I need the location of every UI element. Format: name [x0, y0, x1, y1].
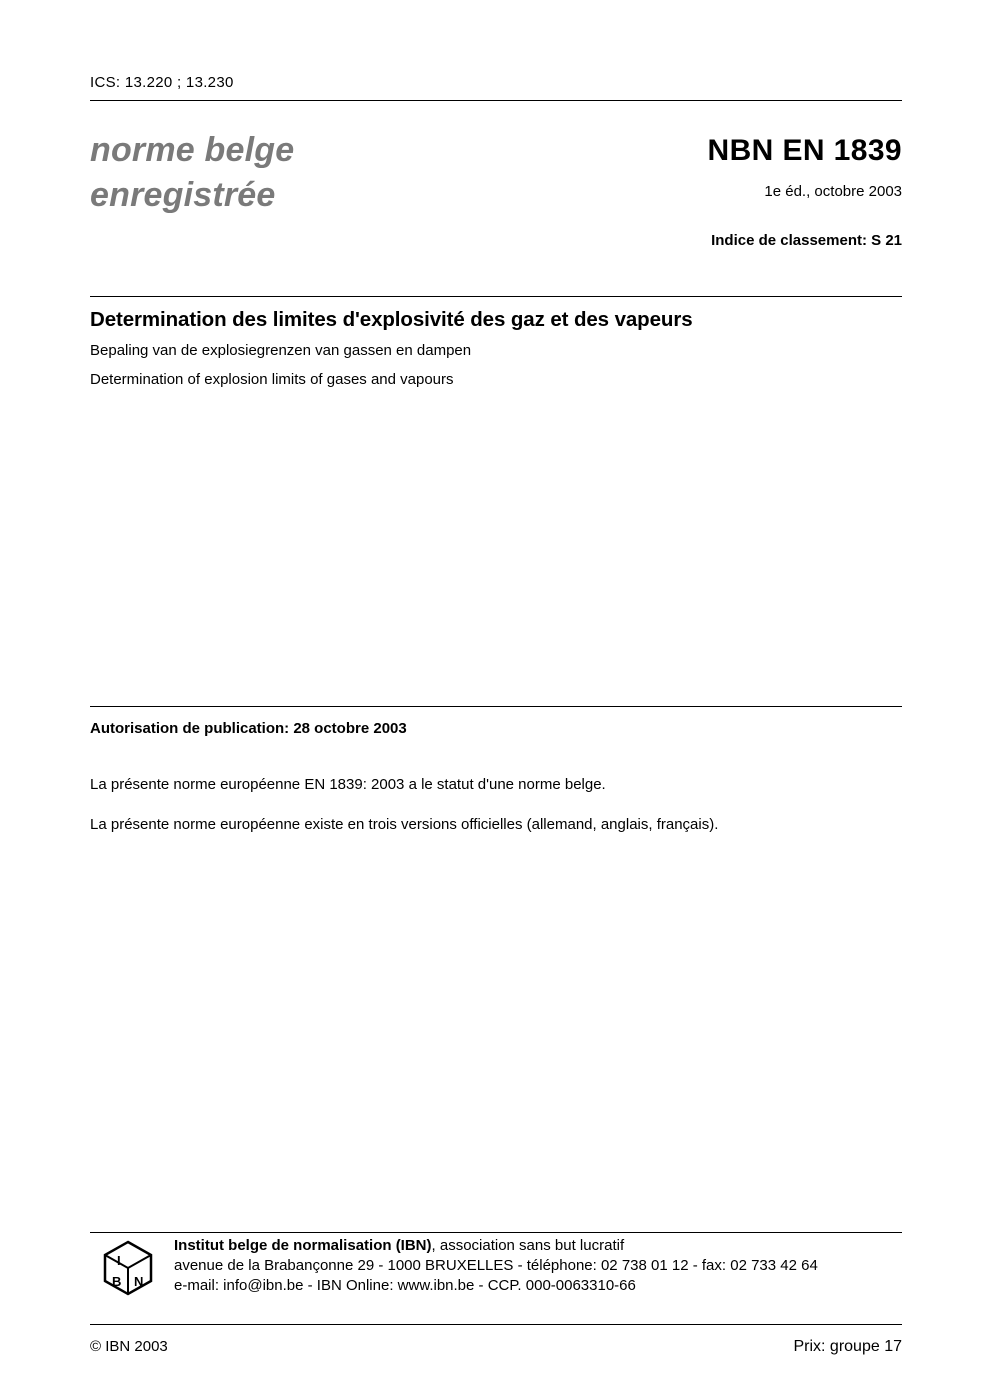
footer-institute-line	[174, 1236, 818, 1256]
svg-text:N: N	[134, 1274, 144, 1289]
document-title-en: Determination of explosion limits of gases and vapours	[90, 371, 454, 388]
institute-contact: e-mail: info@ibn.be - IBN Online: www.ibn.be - CCP. 000-0063310-66	[174, 1276, 636, 1294]
authorisation-label: Autorisation de publication: 28 octobre 2003	[90, 720, 407, 737]
institute-name: Institut belge de normalisation (IBN)	[174, 1237, 432, 1254]
standard-reference: NBN EN 1839	[707, 134, 902, 167]
divider-title	[90, 296, 902, 297]
authorisation-paragraph-2: La présente norme européenne existe en trois versions officielles (allemand, anglais, français).	[90, 816, 719, 833]
ics-code: ICS: 13.220 ; 13.230	[90, 74, 234, 91]
svg-text:B: B	[112, 1274, 122, 1289]
authorisation-paragraph-1: La présente norme européenne EN 1839: 2003 a le statut d'une norme belge.	[90, 776, 606, 793]
standard-edition: 1e éd., octobre 2003	[764, 183, 902, 200]
organisation-title-line1: norme belge	[90, 131, 295, 169]
classification-index: Indice de classement: S 21	[711, 232, 902, 249]
footer-text	[174, 1236, 818, 1296]
ibn-logo-icon	[102, 1240, 154, 1296]
price-group: Prix: groupe 17	[793, 1338, 902, 1355]
divider-bottom	[90, 1324, 902, 1325]
organisation-title-line2: enregistrée	[90, 175, 276, 214]
institute-suffix: , association sans but lucratif	[431, 1237, 625, 1254]
divider-authorisation	[90, 706, 902, 707]
organisation-title	[90, 128, 294, 218]
document-title-fr: Determination des limites d'explosivité des gaz et des vapeurs	[90, 308, 693, 331]
institute-address: avenue de la Brabançonne 29 - 1000 BRUXELLES - téléphone: 02 738 01 12 - fax: 02 733 42 64	[174, 1256, 818, 1274]
divider-top	[90, 100, 902, 101]
svg-text:I: I	[117, 1253, 121, 1268]
document-title-nl: Bepaling van de explosiegrenzen van gassen en dampen	[90, 342, 472, 359]
copyright-notice: © IBN 2003	[90, 1338, 168, 1355]
divider-footer	[90, 1232, 902, 1233]
